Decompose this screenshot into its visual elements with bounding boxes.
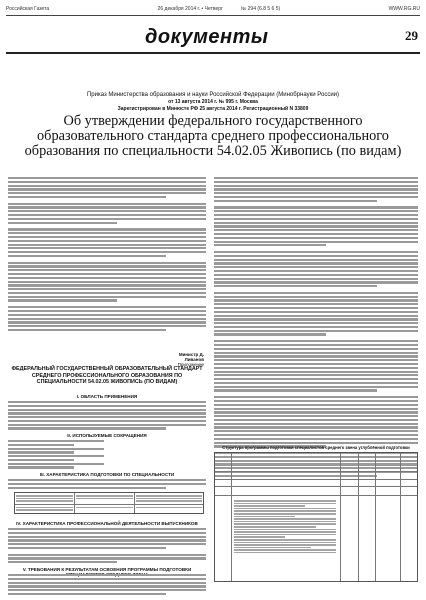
order-info	[60, 92, 366, 112]
training-period-table	[14, 492, 204, 514]
order-issuer: Приказ Министерства образования и науки Российской Федерации (Минобрнауки России)	[86, 92, 340, 98]
order-headline: Об утверждении федерального государственного образовательного стандарта среднего профессионального образования по специальности 54.02.05 Живопись (по видам)	[24, 113, 402, 159]
left-column-text	[8, 177, 206, 333]
appendix-label: Приложение	[177, 362, 204, 367]
newspaper-name: Российская Газета	[6, 6, 50, 12]
issue-date: 26 декабря 2014 г. • Четверг	[157, 6, 223, 12]
standard-title: ФЕДЕРАЛЬНЫЙ ГОСУДАРСТВЕННЫЙ ОБРАЗОВАТЕЛЬНЫЙ СТАНДАРТ СРЕДНЕГО ПРОФЕССИОНАЛЬНОГО ОБРАЗОВАНИЯ ПО СПЕЦИАЛЬНОСТИ 54.02.05 ЖИВОПИСЬ (ПО ВИДАМ)	[11, 366, 203, 386]
characteristics-text	[8, 479, 206, 490]
program-structure-table	[214, 452, 418, 582]
abbreviations-list	[8, 440, 128, 470]
section-heading-requirements: V. ТРЕБОВАНИЯ К РЕЗУЛЬТАТАМ ОСВОЕНИЯ ПРОГРАММЫ ПОДГОТОВКИ	[22, 567, 192, 572]
approval-block	[160, 352, 204, 367]
order-date: от 13 августа 2014 г. № 995 г. Москва	[168, 99, 258, 105]
section-heading-professional-activity: IV. ХАРАКТЕРИСТИКА ПРОФЕССИОНАЛЬНОЙ ДЕЯТЕЛЬНОСТИ ВЫПУСКНИКОВ	[16, 521, 198, 526]
right-column-text	[214, 177, 418, 479]
structure-table-title: Структура программы подготовки специалистов среднего звена углублённой подготовки	[222, 445, 410, 450]
section-heading-abbreviations: II. ИСПОЛЬЗУЕМЫЕ СОКРАЩЕНИЯ	[67, 433, 147, 438]
table-content-column	[234, 499, 336, 554]
professional-activity-text	[8, 528, 206, 565]
order-registration: Зарегистрирован в Минюсте РФ 25 августа 2014 г. Регистрационный N 33809	[117, 106, 309, 112]
section-title: документы	[145, 26, 269, 48]
section-heading-scope: I. ОБЛАСТЬ ПРИМЕНЕНИЯ	[76, 394, 138, 399]
requirements-text	[8, 574, 206, 597]
header-rule	[6, 15, 420, 16]
minister-name: Министр Д. Ливанов	[178, 352, 204, 362]
section-rule	[6, 52, 420, 54]
newspaper-header	[6, 4, 420, 14]
section-heading-characteristics: III. ХАРАКТЕРИСТИКА ПОДГОТОВКИ ПО СПЕЦИАЛЬНОСТИ	[39, 472, 175, 477]
issue-number: № 294 (6.8 5 6 5)	[240, 6, 281, 12]
page-number: 29	[405, 28, 418, 43]
scope-text	[8, 401, 206, 431]
site-url: WWW.RG.RU	[388, 6, 420, 12]
